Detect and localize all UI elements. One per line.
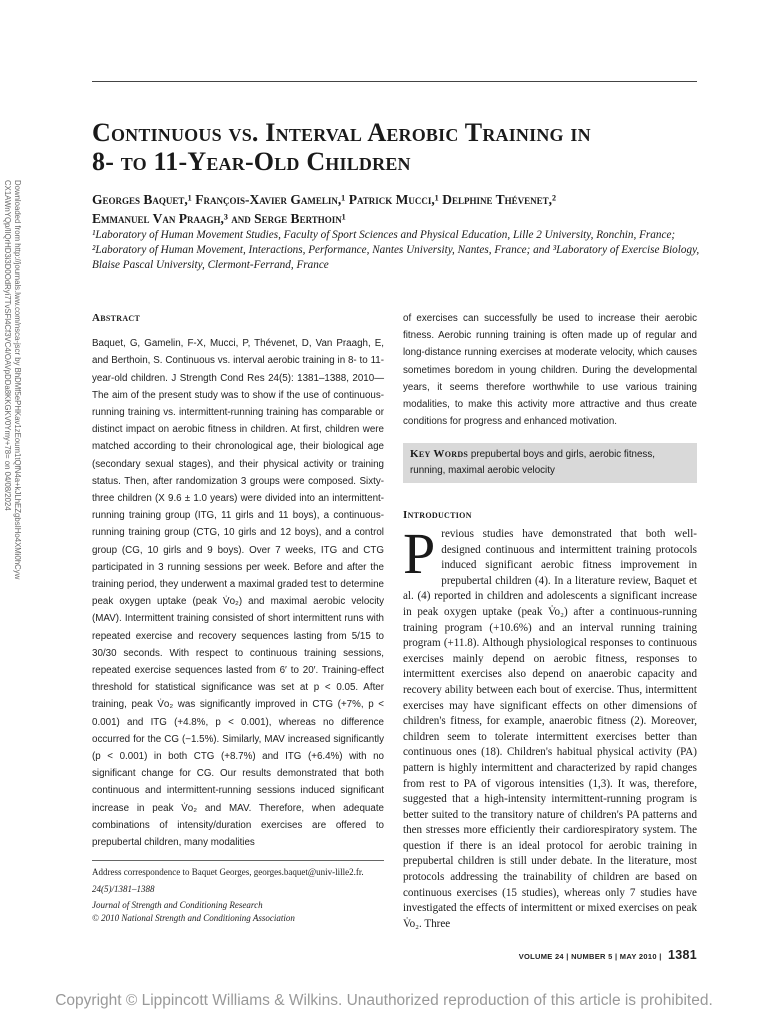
journal-name: Journal of Strength and Conditioning Research bbox=[92, 900, 263, 910]
introduction-heading: Introduction bbox=[403, 509, 472, 521]
page-footer bbox=[519, 948, 697, 962]
abstract-continued-paragraph: of exercises can successfully be used to increase their aerobic fitness. Aerobic running training is often made up of regular and long-distance running exercises at moderate velocity, which causes sometimes boredom in young children. During the developmental years, it seems therefore worthwhile to use various training modalities, to make this activity more attractive and thus create conditions for progress and enhanced motivation. bbox=[403, 313, 697, 428]
footnote-rule bbox=[92, 860, 384, 861]
correspondence-address: Address correspondence to Baquet Georges, georges.baquet@univ-lille2.fr. bbox=[92, 867, 364, 877]
copyright-notice: Copyright © Lippincott Williams & Wilkins. Unauthorized reproduction of this article is prohibited. bbox=[55, 992, 713, 1009]
author-list bbox=[92, 190, 712, 228]
introduction-body bbox=[403, 521, 697, 932]
download-watermark bbox=[3, 180, 32, 590]
title-line-2: 8- to 11-Year-Old Children bbox=[92, 147, 411, 176]
page-number: 1381 bbox=[667, 948, 697, 962]
title-line-1: Continuous vs. Interval Aerobic Training in bbox=[92, 118, 591, 147]
top-rule bbox=[92, 81, 697, 82]
left-column bbox=[92, 310, 384, 851]
download-note-line-2: CX1AWnYQp/IlQrHD3i3D0OdRyi7TvSFl4Cf3VC4/OAVpDDa8KKGKV0Ymy+78= on 04/08/2024 bbox=[3, 180, 12, 511]
abstract-continued bbox=[403, 310, 697, 430]
authors-line-2: Emmanuel Van Praagh,³ and Serge Berthoin¹ bbox=[92, 211, 346, 226]
introduction-text: revious studies have demonstrated that both well-designed continuous and intermittent training protocols induced significant aerobic fitness improvement in prepubertal children (4). In a literature review, Baquet et al. (4) reported in children and adolescents a significant increase in peak oxygen uptake (peak V̇o₂) after a continuous-running training program (+10.6%) and an interval running training program (+11.8). Although physiological responses to continuous exercises mainly depend on aerobic fitness, responses to intermittent exercises also depend on anaerobic capacity and recovery ability between each bout of exercise. Thus, intermittent exercises may have significant effects on other dimensions of children's fitness, for example, anaerobic fitness (2). Moreover, children seem to tolerate intermittent exercises better than continuous ones (18). Children's habitual physical activity (PA) pattern is highly intermittent and characterized by rapid changes from rest to PA of vigorous intensities (1,3). It was, therefore, suggested that a high-intensity intermittent-running program is better suited to the transitory nature of children's PA patterns and then stresses more efficiently their cardiorespiratory system. The question if there is an ideal protocol for aerobic training in prepubertal children is still under debate. In the literature, most protocols addressing the trainability of children are based on continuous exercises (15 studies), whereas only 7 studies have investigated the effects of intermittent or mixed exercises on peak V̇o₂. Three bbox=[403, 528, 697, 930]
footnotes bbox=[92, 866, 384, 928]
keywords-box bbox=[403, 443, 697, 483]
authors-line-1: Georges Baquet,¹ François-Xavier Gamelin,¹ Patrick Mucci,¹ Delphine Thévenet,² bbox=[92, 192, 557, 207]
affiliations: ¹Laboratory of Human Movement Studies, Faculty of Sport Sciences and Physical Education, Lille 2 University, Ronchin, France; ²Laboratory of Human Movement, Interactions, Performance, Nantes University, Nantes, France; and ³Laboratory of Exercise Biology, Blaise Pascal University, Clermont-Ferrand, France bbox=[92, 229, 700, 271]
abstract-body bbox=[92, 335, 384, 851]
abstract-paragraph: Baquet, G, Gamelin, F-X, Mucci, P, Thévenet, D, Van Praagh, E, and Berthoin, S. Continuous vs. interval aerobic training in 8- to 11-year-old children. J Strength Cond Res 24(5): 1381–1388, 2010—The aim of the present study was to show if the use of continuous-running training vs. intermittent-running training has comparable or distinct impact on aerobic fitness in children. At first, children were matched according to their chronological age, their biological age (secondary sexual stages), and their physical activity or training status. Then, after randomization 3 groups were composed. Sixty-three children (X 9.6 ± 1.0 years) were divided into an intermittent-running training group (ITG, 11 girls and 11 boys), a continuous-running training group (CTG, 10 girls and 12 boys), and a control group (CG, 10 girls and 9 boys). Over 7 weeks, ITG and CTG participated in 3 running sessions per week. Before and after the training period, they underwent a maximal graded test to determine peak oxygen uptake (peak V̇o₂) and maximal aerobic velocity (MAV). Intermittent training consisted of short intermittent runs with repeated exercise and recovery sequences lasting from 5/15 to 30/30 seconds. With respect to continuous training sessions, repeated exercise sequences lasted from 6′ to 20′. Training-effect threshold for statistical significance was set at p < 0.05. After training, peak V̇o₂ was significantly improved in CTG (+7%, p < 0.001) and ITG (+4.8%, p < 0.001), whereas no difference occurred for the CG (−1.5%). Similarly, MAV increased significantly (p < 0.001) in both CTG (+8.7%) and ITG (+6.4%) with no significant change for CG. Our results demonstrated that both continuous and intermittent-running sessions induced significant increase in peak V̇o₂ and MAV. Therefore, when adequate combinations of intensity/duration exercises are offered to prepubertal children, many modalities bbox=[92, 338, 384, 849]
abstract-heading: Abstract bbox=[92, 312, 141, 324]
footer-issue: VOLUME 24 | NUMBER 5 | MAY 2010 | bbox=[518, 952, 662, 961]
drop-cap: P bbox=[403, 521, 436, 586]
download-note-line-1: Downloaded from http://journals.lww.com/nsca-jscr by BhDMf5ePHKav1zEoum1tQfN4a+kJLhEZgbsIHo4XMi0hCyw bbox=[13, 180, 22, 580]
issue-pages: 24(5)/1381–1388 bbox=[92, 883, 155, 894]
article-title bbox=[92, 118, 712, 176]
keywords-text: prepubertal boys and girls, aerobic fitness, running, maximal aerobic velocity bbox=[410, 449, 655, 476]
keywords-label: Key Words bbox=[410, 448, 469, 460]
journal-copyright: © 2010 National Strength and Conditioning Association bbox=[92, 912, 295, 923]
